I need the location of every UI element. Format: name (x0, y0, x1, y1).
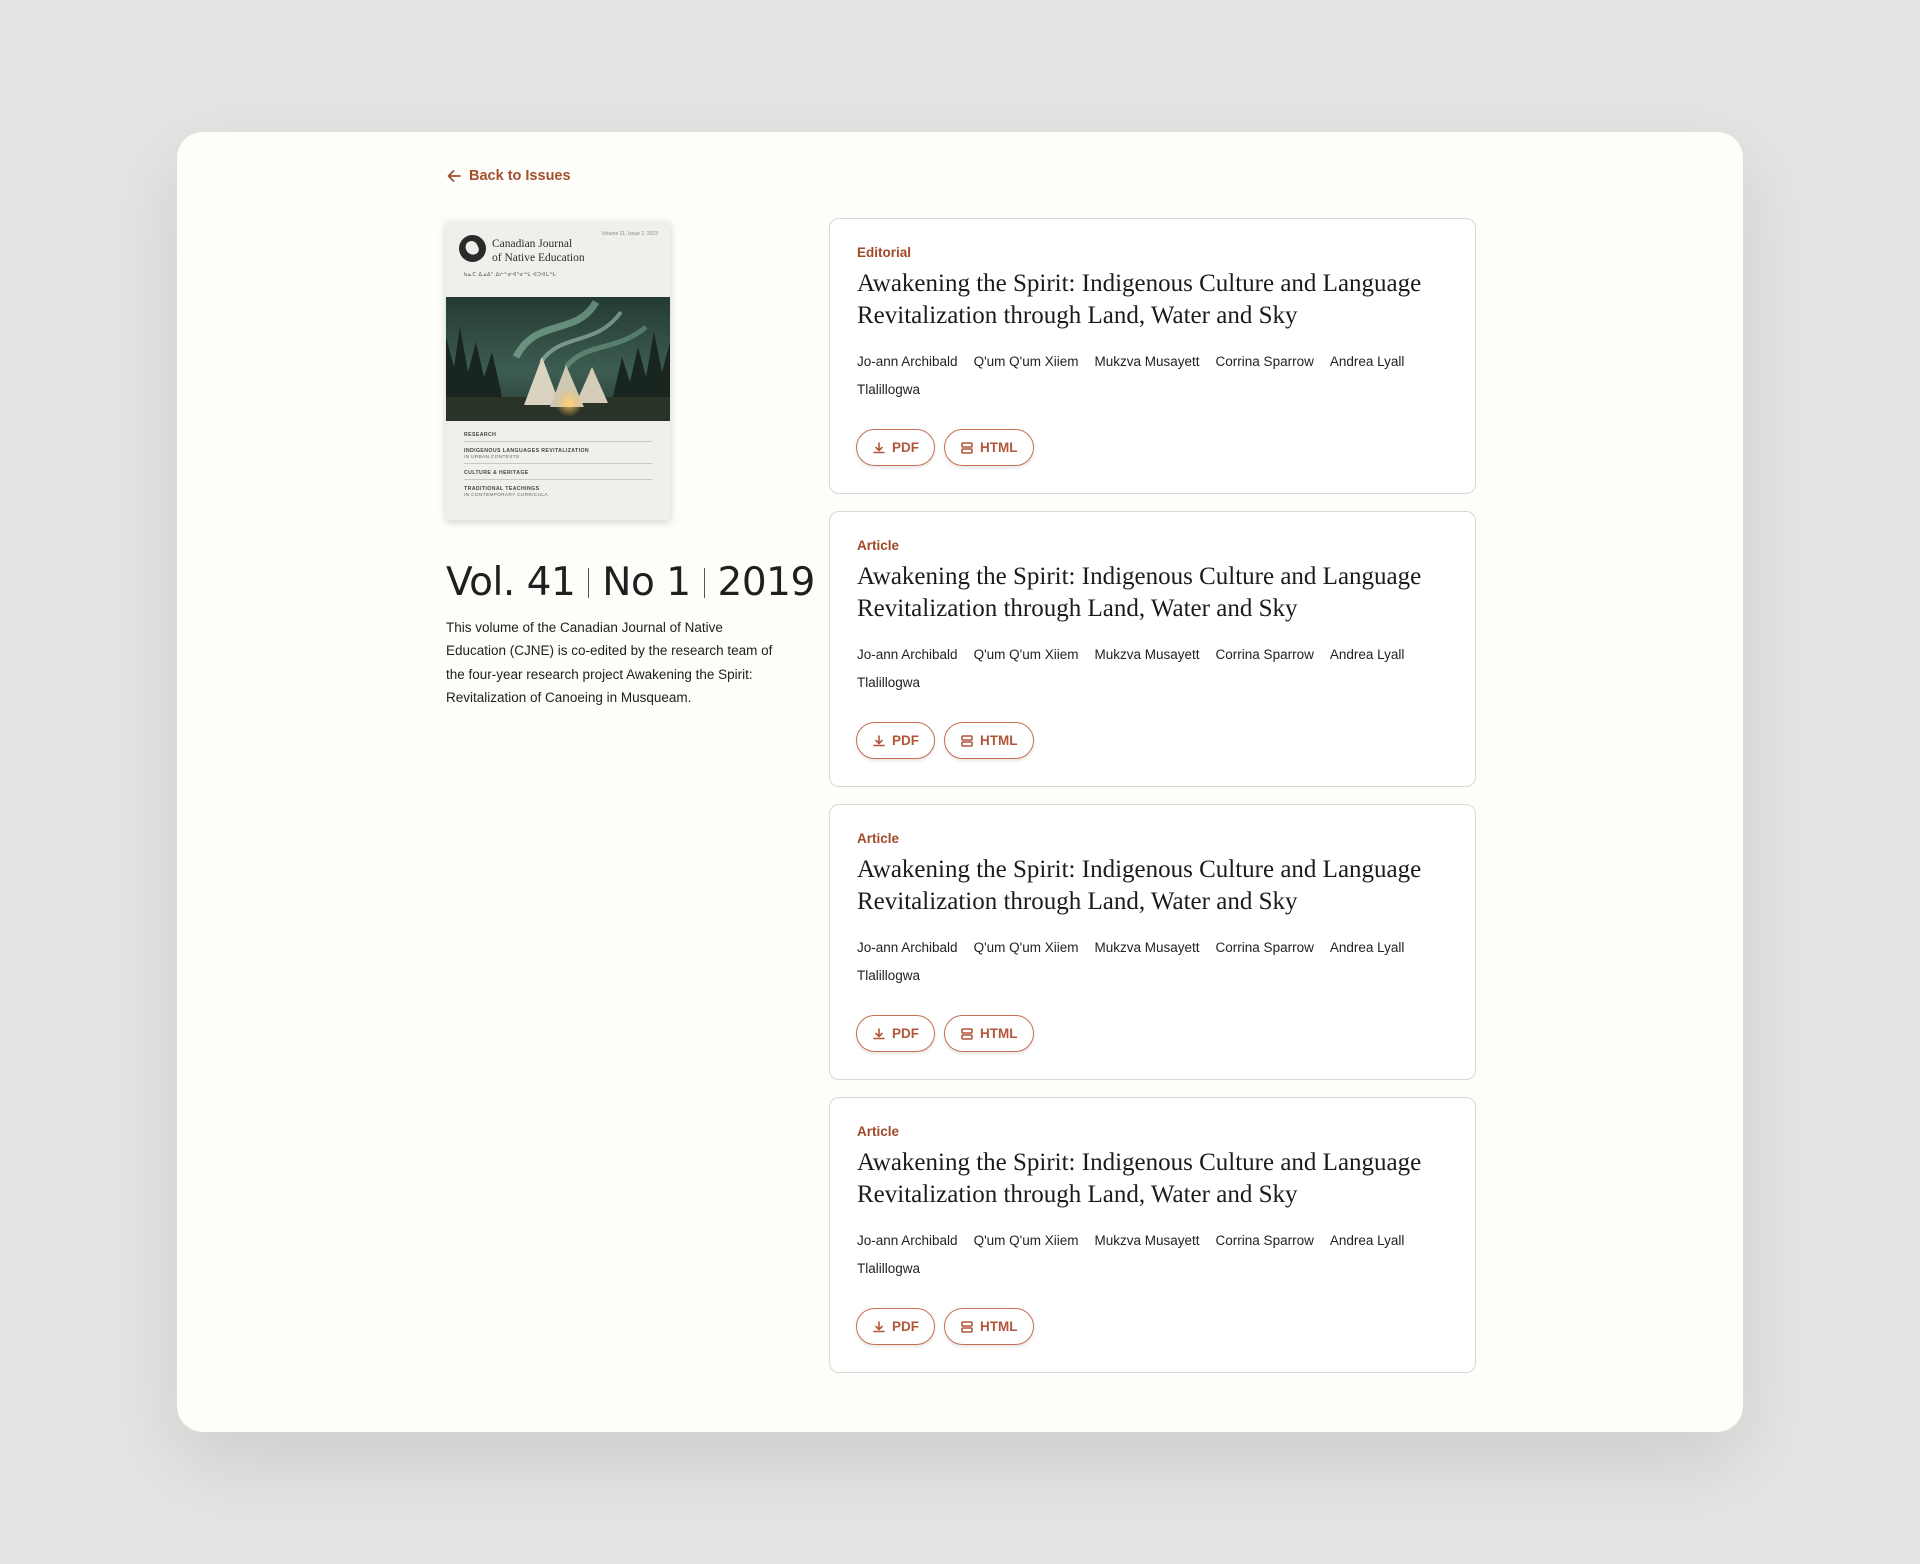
author-name[interactable]: Andrea Lyall (1329, 1233, 1405, 1248)
download-icon (872, 1320, 886, 1334)
article-authors (857, 641, 1447, 697)
issue-heading (446, 560, 815, 605)
layout-icon (960, 734, 974, 748)
back-to-issues-link[interactable] (446, 168, 571, 184)
html-view-button[interactable]: HTML (944, 1308, 1034, 1345)
author-name[interactable]: Tlalillogwa (857, 675, 921, 690)
journal-logo-icon (459, 235, 486, 262)
article-list (829, 218, 1476, 1390)
author-name[interactable]: Tlalillogwa (857, 382, 921, 397)
html-view-button[interactable]: HTML (944, 1015, 1034, 1052)
author-name[interactable]: Mukzva Musayett (1094, 1233, 1200, 1248)
article-actions (856, 722, 1034, 759)
author-name[interactable]: Corrina Sparrow (1215, 354, 1314, 369)
article-card (829, 511, 1476, 787)
issue-description: This volume of the Canadian Journal of Native Education (CJNE) is co-edited by the research team of the four-year research project Awakening the Spirit: Revitalization of Canoeing in Musqueam. (446, 620, 773, 705)
back-label: Back to Issues (469, 168, 571, 184)
arrow-left-icon (446, 168, 462, 184)
cover-header (446, 222, 670, 297)
cover-table-of-contents (464, 429, 652, 504)
author-name[interactable]: Andrea Lyall (1329, 354, 1405, 369)
issue-cover-image (446, 222, 670, 520)
article-type: Article (857, 1124, 900, 1139)
layout-icon (960, 1027, 974, 1041)
article-actions (856, 429, 1034, 466)
download-icon (872, 1027, 886, 1041)
cover-toc-item: RESEARCH (464, 429, 652, 442)
article-title[interactable]: Awakening the Spirit: Indigenous Culture and Language Revitalization through Land, Water and Sky (857, 270, 1422, 329)
author-name[interactable]: Mukzva Musayett (1094, 647, 1200, 662)
cover-toc-item: CULTURE & HERITAGE (464, 467, 652, 480)
author-name[interactable]: Q'um Q'um Xiiem (973, 940, 1079, 955)
html-view-button[interactable]: HTML (944, 429, 1034, 466)
author-name[interactable]: Q'um Q'um Xiiem (973, 647, 1079, 662)
heading-divider (704, 568, 705, 598)
heading-divider (588, 568, 589, 598)
issue-number: No 1 (602, 560, 691, 605)
pdf-download-button[interactable]: PDF (856, 1308, 935, 1345)
article-type: Article (857, 538, 900, 553)
issue-year: 2019 (717, 560, 815, 605)
article-title[interactable]: Awakening the Spirit: Indigenous Culture and Language Revitalization through Land, Water and Sky (857, 563, 1422, 622)
article-actions (856, 1015, 1034, 1052)
layout-icon (960, 1320, 974, 1334)
author-name[interactable]: Mukzva Musayett (1094, 940, 1200, 955)
article-authors (857, 348, 1447, 404)
author-name[interactable]: Tlalillogwa (857, 1261, 921, 1276)
cover-toc-item: TRADITIONAL TEACHINGS IN CONTEMPORARY CURRICULA (464, 486, 548, 498)
cover-title-line-1: Canadian Journal (492, 238, 573, 250)
article-authors (857, 1227, 1447, 1283)
article-card (829, 1097, 1476, 1373)
author-name[interactable]: Corrina Sparrow (1215, 940, 1314, 955)
author-name[interactable]: Andrea Lyall (1329, 647, 1405, 662)
author-name[interactable]: Andrea Lyall (1329, 940, 1405, 955)
author-name[interactable]: Corrina Sparrow (1215, 1233, 1314, 1248)
cover-syllabics: ᑲᓇᑕ ᐃᓄᐃᑦ ᐃᓕᓐᓂᐊᕐᓂᖓ ᐊᑐᐊᒐᖓ (464, 272, 557, 278)
author-name[interactable]: Tlalillogwa (857, 968, 921, 983)
article-card (829, 218, 1476, 494)
author-name[interactable]: Mukzva Musayett (1094, 354, 1200, 369)
cover-journal-title (492, 237, 585, 265)
pdf-download-button[interactable]: PDF (856, 429, 935, 466)
pdf-download-button[interactable]: PDF (856, 722, 935, 759)
html-view-button[interactable]: HTML (944, 722, 1034, 759)
author-name[interactable]: Jo-ann Archibald (857, 1233, 958, 1248)
cover-title-line-2: of Native Education (492, 252, 585, 264)
download-icon (872, 441, 886, 455)
article-card (829, 804, 1476, 1080)
article-actions (856, 1308, 1034, 1345)
author-name[interactable]: Jo-ann Archibald (857, 354, 958, 369)
author-name[interactable]: Corrina Sparrow (1215, 647, 1314, 662)
author-name[interactable]: Jo-ann Archibald (857, 940, 958, 955)
cover-toc-item: INDIGENOUS LANGUAGES REVITALIZATION IN URBAN CONTEXTS (464, 445, 652, 464)
main-window (177, 132, 1743, 1432)
article-type: Article (857, 831, 900, 846)
author-name[interactable]: Q'um Q'um Xiiem (973, 354, 1079, 369)
author-name[interactable]: Q'um Q'um Xiiem (973, 1233, 1079, 1248)
author-name[interactable]: Jo-ann Archibald (857, 647, 958, 662)
article-title[interactable]: Awakening the Spirit: Indigenous Culture and Language Revitalization through Land, Water and Sky (857, 1149, 1422, 1208)
article-type: Editorial (857, 245, 912, 260)
cover-volume-line: Volume 21, Issue 2, 2023 (601, 231, 658, 237)
article-title[interactable]: Awakening the Spirit: Indigenous Culture and Language Revitalization through Land, Water and Sky (857, 856, 1422, 915)
cover-aurora-illustration (446, 297, 670, 421)
issue-volume: Vol. 41 (446, 560, 576, 605)
pdf-download-button[interactable]: PDF (856, 1015, 935, 1052)
download-icon (872, 734, 886, 748)
layout-icon (960, 441, 974, 455)
article-authors (857, 934, 1447, 990)
